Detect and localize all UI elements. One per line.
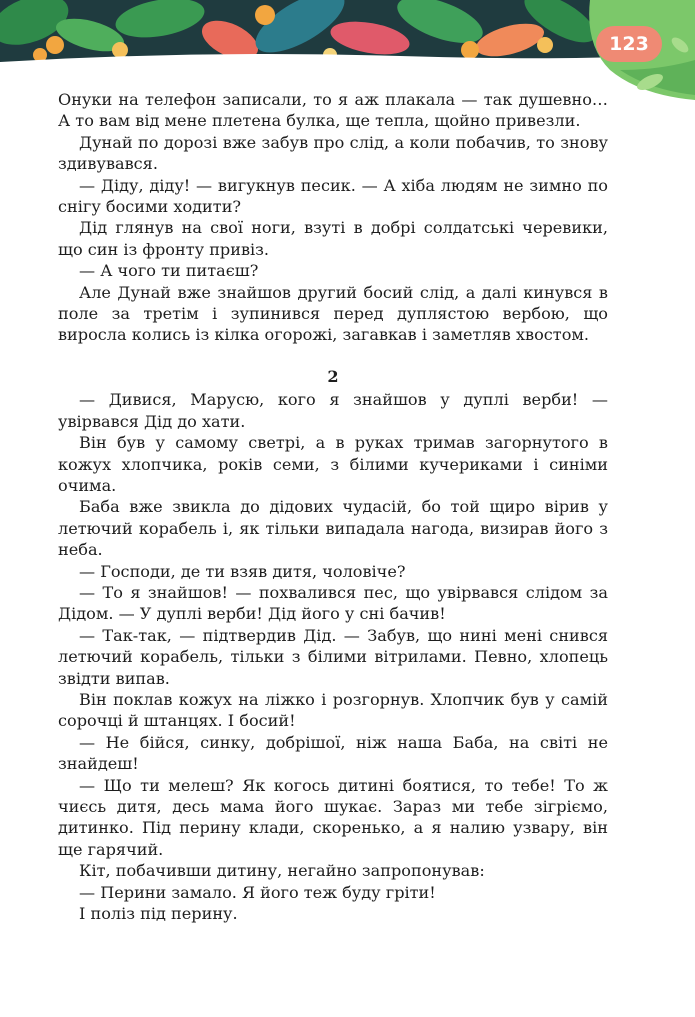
paragraph: — Так-так, — підтвердив Дід. — Забув, що нині мені снився летючий корабель, тільки з білими вітрилами. Певно, хлопець звідти випав.	[58, 625, 608, 688]
paragraph: Онуки на телефон записали, то я аж плакала — так душевно… А то вам від мене плетена булка, ще тепла, щойно привезли.	[58, 90, 608, 131]
section-heading: 2	[327, 366, 339, 386]
paragraph: Він був у самому светрі, а в руках тримав загорнутого в кожух хлопчика, років семи, з білими кучериками і синіми очима.	[58, 433, 608, 495]
paragraph: — Перини замало. Я його теж буду гріти!	[79, 882, 436, 902]
decorative-header	[0, 0, 695, 100]
paragraph: Він поклав кожух на ліжко і розгорнув. Хлопчик був у самій сорочці й штанцях. І босий!	[58, 689, 608, 731]
paragraph: — Господи, де ти взяв дитя, чоловіче?	[79, 561, 406, 581]
paragraph: — Не бійся, синку, добрішої, ніж наша Баба, на світі не знайдеш!	[58, 732, 608, 774]
paragraph: — То я знайшов! — похвалився пес, що увірвався слідом за Дідом. — У дуплі верби! Дід його у сні бачив!	[58, 582, 608, 624]
paragraph: І поліз під перину.	[79, 904, 238, 924]
paragraph: — Що ти мелеш? Як когось дитині боятися, то тебе! То ж чиєсь дитя, десь мама його шукає. Зараз ми тебе зігріємо, дитинко. Під перину клади, скоренько, а я налию узвару, він ще гарячий.	[58, 775, 608, 859]
paragraph: — Дивися, Марусю, кого я знайшов у дуплі верби! — увірвався Дід до хати.	[58, 390, 608, 431]
paragraph: Але Дунай вже знайшов другий босий слід, а далі кинувся в поле за третім і зупинився перед дуплястою вербою, що виросла колись із кілка огорожі, загавкав і заметляв хвостом.	[58, 282, 608, 345]
paragraph: — Діду, діду! — вигукнув песик. — А хіба людям не зимно по снігу босими ходити?	[58, 175, 608, 217]
paragraph: Дунай по дорозі вже забув про слід, а коли побачив, то знову здивувався.	[58, 132, 608, 174]
story-text	[58, 89, 608, 924]
paragraph: Кіт, побачивши дитину, негайно запропонував:	[79, 861, 485, 881]
paragraph: — А чого ти питаєш?	[79, 261, 259, 281]
paragraph: Баба вже звикла до дідових чудасій, бо той щиро вірив у летючий корабель і, як тільки випадала нагода, визирав його з неба.	[58, 497, 608, 560]
floral-illustration	[0, 0, 695, 100]
page-number-badge: 123	[596, 26, 662, 62]
paragraph: Дід глянув на свої ноги, взуті в добрі солдатські черевики, що син із фронту привіз.	[58, 218, 608, 259]
